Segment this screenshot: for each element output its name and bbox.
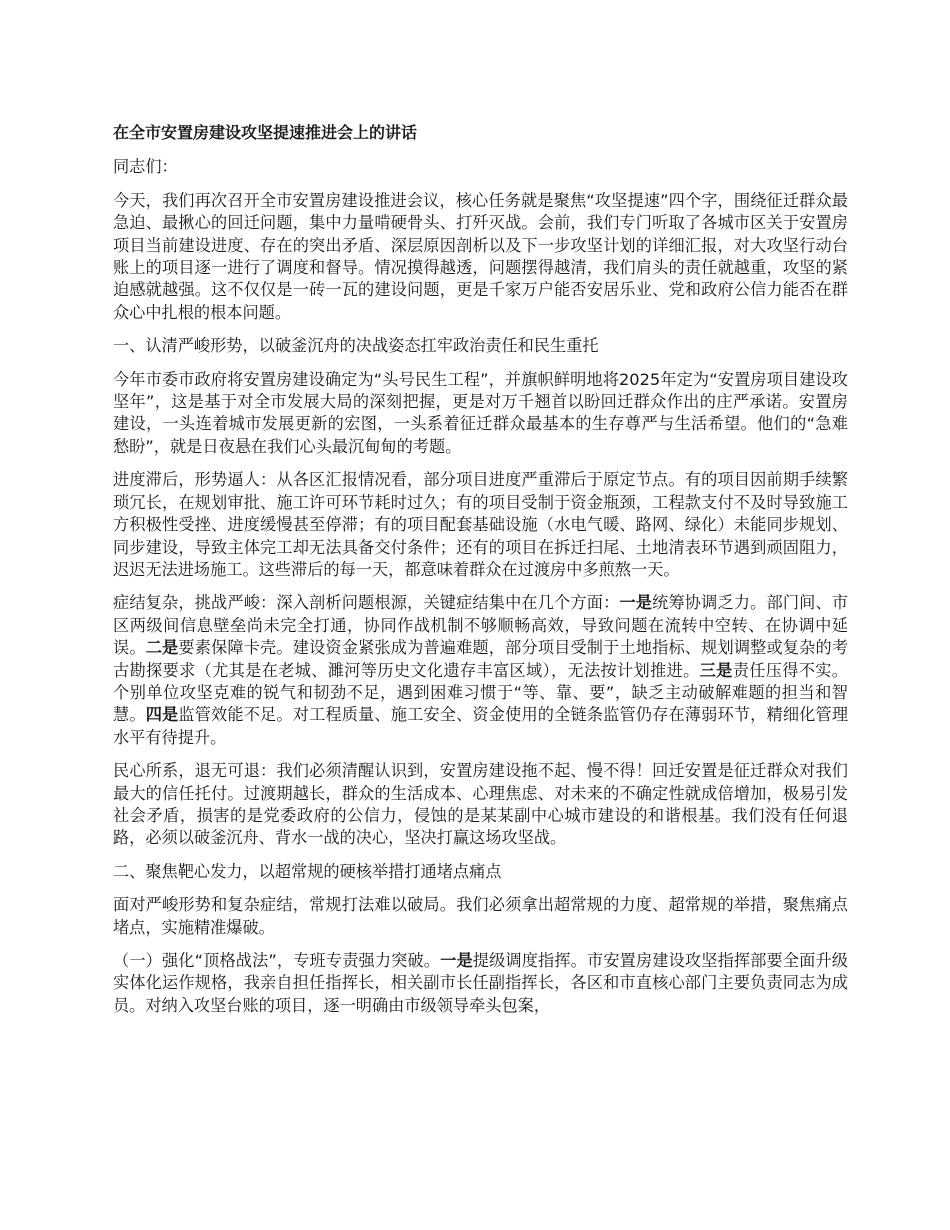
emphasis-first: 一是: [619, 593, 653, 613]
text-run: 监管效能不足。对工程质量、施工安全、资金使用的全链条监管仍存在薄弱环节，精细化管理水平有待提升。: [113, 705, 849, 747]
document-page: [113, 122, 848, 1028]
paragraph-1a: 今年市委市政府将安置房建设确定为“头号民生工程”，并旗帜鲜明地将2025年定为“安置房项目建设攻坚年”，这是基于对全市发展大局的深刻把握，更是对万千翘首以盼回迁群众作出的庄严承诺。安置房建设，一头连着城市发展更新的宏图，一头系着征迁群众最基本的生存尊严与生活希望。他们的“急难愁盼”，就是日夜悬在我们心头最沉甸甸的考题。: [113, 369, 848, 456]
paragraph-1c: [113, 592, 848, 749]
emphasis-first: 一是: [440, 951, 473, 970]
section-heading-1: 一、认清严峻形势，以破釜沉舟的决战姿态扛牢政治责任和民生重托: [113, 336, 599, 356]
paragraph-2b: [113, 950, 848, 1017]
paragraph-2a: 面对严峻形势和复杂症结，常规打法难以破局。我们必须拿出超常规的力度、超常规的举措，聚焦痛点堵点，实施精准爆破。: [113, 895, 848, 937]
paragraph-1b: 进度滞后，形势逼人：从各区汇报情况看，部分项目进度严重滞后于原定节点。有的项目因前期手续繁琐冗长，在规划审批、施工许可环节耗时过久；有的项目受制于资金瓶颈，工程款支付不及时导致施工方积极性受挫、进度缓慢甚至停滞；有的项目配套基础设施（水电气暖、路网、绿化）未能同步规划、同步建设，导致主体完工却无法具备交付条件；还有的项目在拆迁扫尾、土地清表环节遇到顽固阻力，迟迟无法进场施工。这些滞后的每一天，都意味着群众在过渡房中多煎熬一天。: [113, 470, 848, 579]
paragraph-1d: 民心所系，退无可退：我们必须清醒认识到，安置房建设拖不起、慢不得！回迁安置是征迁群众对我们最大的信任托付。过渡期越长，群众的生活成本、心理焦虑、对未来的不确定性就成倍增加，极易引发社会矛盾，损害的是党委政府的公信力，侵蚀的是某某副中心城市建设的和谐根基。我们没有任何退路，必须以破釜沉舟、背水一战的决心，坚决打赢这场攻坚战。: [113, 761, 848, 848]
text-run: 提级调度指挥。市安置房建设攻坚指挥部要全面升级实体化运作规格，我亲自担任指挥长，相关副市长任副指挥长，各区和市直核心部门主要负责同志为成员。对纳入攻坚台账的项目，逐一明确由市级领导牵头包案，: [113, 951, 848, 1015]
text-run: 统筹协调乏力。部门间、市区两级间信息壁垒尚未完全打通，协同作战机制不够顺畅高效，导致问题在流转中空转、在协调中延误。: [113, 593, 849, 658]
text-run: 症结复杂，挑战严峻：深入剖析问题根源，关键症结集中在几个方面：: [113, 593, 620, 613]
text-run: 要素保障卡壳。建设资金紧张成为普遍难题，部分项目受制于土地指标、规划调整或复杂的考古勘探要求（尤其是在老城、濉河等历史文化遗存丰富区域），无法按计划推进。: [113, 638, 849, 680]
intro-paragraph: 今天，我们再次召开全市安置房建设推进会议，核心任务就是聚焦“攻坚提速”四个字，围绕征迁群众最急迫、最揪心的回迁问题，集中力量啃硬骨头、打歼灭战。会前，我们专门听取了各城市区关于安置房项目当前建设进度、存在的突出矛盾、深层原因剖析以及下一步攻坚计划的详细汇报，对大攻坚行动台账上的项目逐一进行了调度和督导。情况摸得越透，问题摆得越清，我们肩头的责任就越重，攻坚的紧迫感就越强。这不仅仅是一砖一瓦的建设问题，更是千家万户能否安居乐业、党和政府公信力能否在群众心中扎根的根本问题。: [113, 190, 848, 322]
document-title: 在全市安置房建设攻坚提速推进会上的讲话: [113, 123, 418, 142]
text-run: 责任压得不实。个别单位攻坚克难的锐气和韧劲不足，遇到困难习惯于“等、靠、要”，缺乏主动破解难题的担当和智慧。: [113, 660, 848, 725]
emphasis-second: 二是: [145, 638, 179, 658]
salutation: 同志们：: [113, 157, 178, 177]
emphasis-fourth: 四是: [145, 705, 179, 725]
section-heading-2: 二、聚焦靶心发力，以超常规的硬核举措打通堵点痛点: [113, 861, 502, 881]
emphasis-third: 三是: [699, 660, 733, 680]
text-run: （一）强化“顶格战法”，专班专责强力突破。: [113, 951, 441, 970]
